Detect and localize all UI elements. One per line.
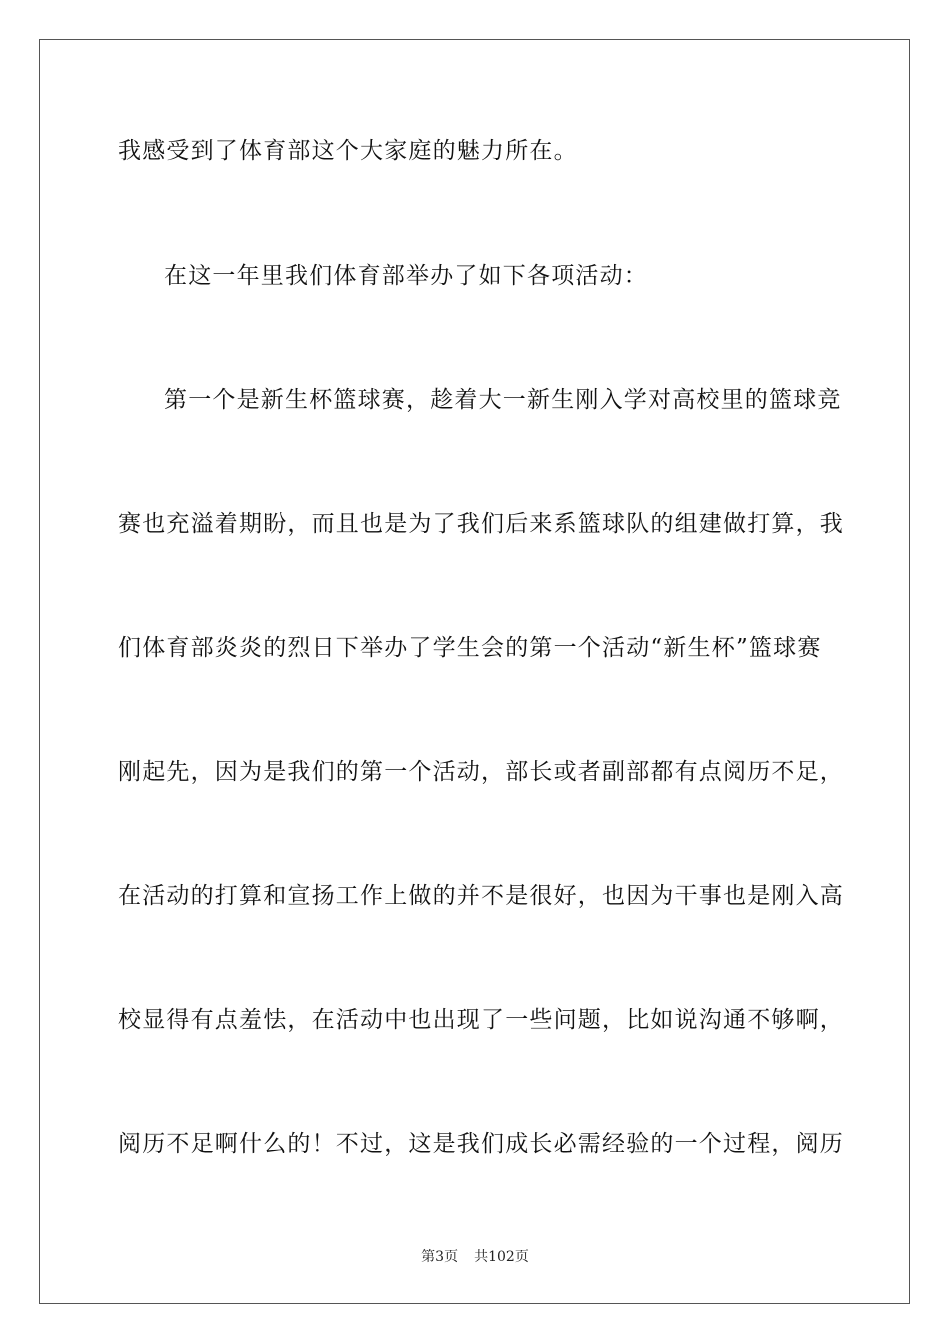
page-footer xyxy=(0,1248,950,1266)
paragraph-line-3: 第一个是新生杯篮球赛，趁着大一新生刚入学对高校里的篮球竞 xyxy=(164,387,842,413)
paragraph-line-5: 们体育部炎炎的烈日下举办了学生会的第一个活动“新生杯”篮球赛 xyxy=(118,635,822,661)
paragraph-line-1: 我感受到了体育部这个大家庭的魅力所在。 xyxy=(118,138,578,164)
paragraph-line-7: 在活动的打算和宣扬工作上做的并不是很好，也因为干事也是刚入高 xyxy=(118,883,844,909)
page-total: 共102页 xyxy=(474,1249,529,1265)
paragraph-line-4: 赛也充溢着期盼，而且也是为了我们后来系篮球队的组建做打算，我 xyxy=(118,511,844,537)
paragraph-line-6: 刚起先，因为是我们的第一个活动，部长或者副部都有点阅历不足， xyxy=(118,759,844,785)
paragraph-line-8: 校显得有点羞怯，在活动中也出现了一些问题，比如说沟通不够啊， xyxy=(118,1007,844,1033)
paragraph-line-2: 在这一年里我们体育部举办了如下各项活动： xyxy=(164,263,648,289)
paragraph-line-9: 阅历不足啊什么的！不过，这是我们成长必需经验的一个过程，阅历 xyxy=(118,1131,844,1157)
page-border xyxy=(39,39,910,1304)
page-number: 第3页 xyxy=(421,1249,459,1265)
